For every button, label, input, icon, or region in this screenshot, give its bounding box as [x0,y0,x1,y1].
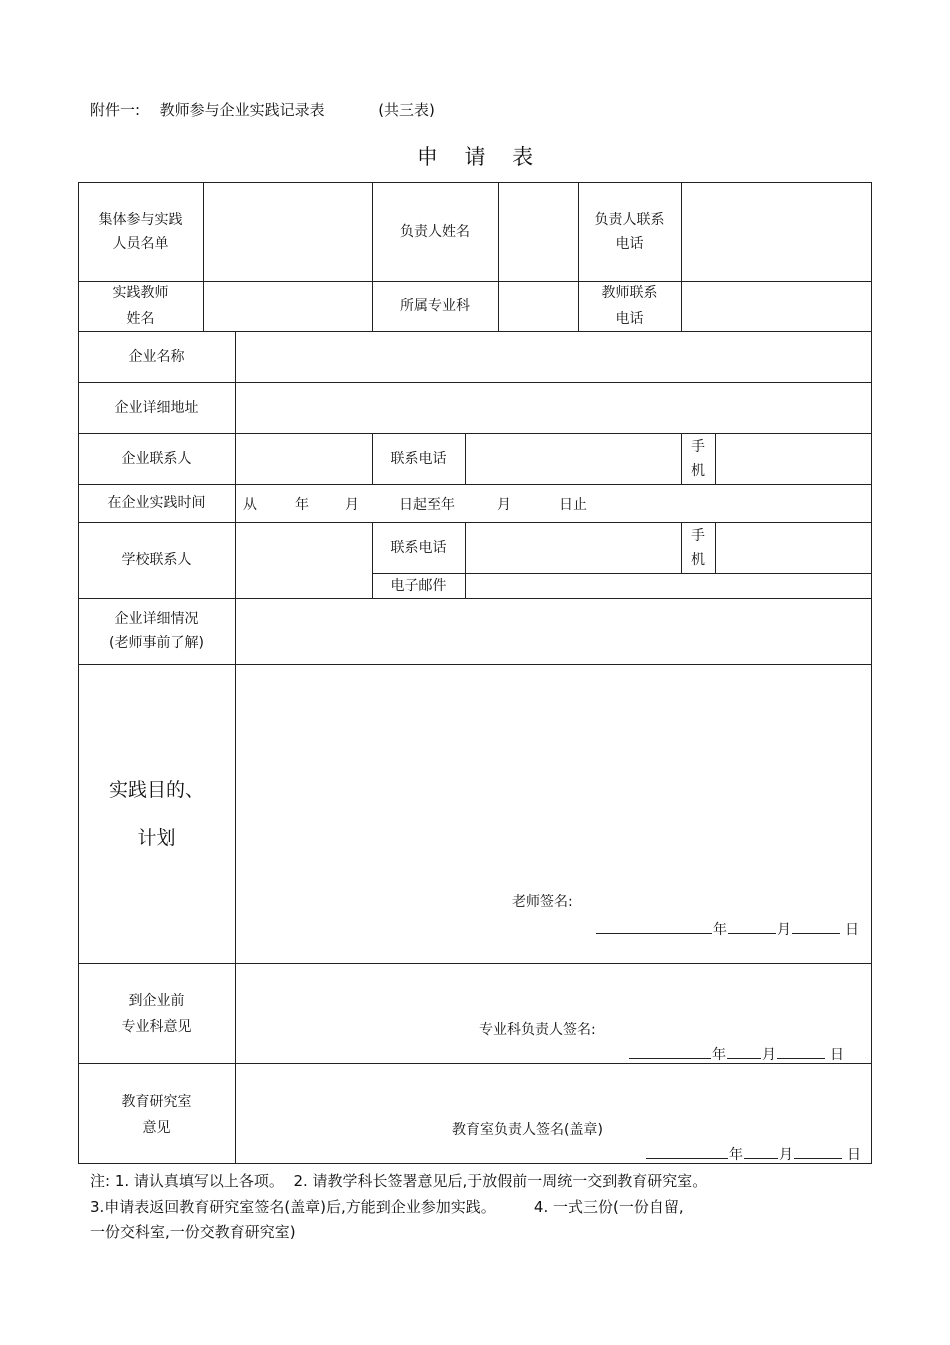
company-address-label: 企业详细地址 [114,399,199,416]
company-contact-label: 企业联系人 [121,450,192,467]
purpose-label: 实践目的、 计划 [108,778,204,849]
month-label: 月 [777,922,791,938]
page-title: 申 请 表 [416,145,544,169]
teacher-sign-date [595,919,859,939]
day-label: 日 [830,1047,844,1063]
company-name-label: 企业名称 [128,348,185,365]
table-border [681,182,682,332]
table-border [465,522,466,599]
department-label: 所属专业科 [400,298,470,314]
note-line-3: 一份交科室,一份交教育研究室) [90,1223,296,1241]
table-border [78,963,872,964]
time-label: 在企业实践时间 [107,495,206,511]
time-day-start: 日起至年 [399,497,455,513]
day-label: 日 [845,922,859,938]
company-detail-label: 企业详细情况 (老师事前了解) [109,611,204,651]
teacher-name-label: 实践教师 姓名 [112,285,169,327]
time-day-end: 日止 [559,497,587,513]
table-border [203,182,204,332]
month-label: 月 [762,1047,776,1063]
collective-label: 集体参与实践 人员名单 [98,211,183,252]
email-label: 电子邮件 [390,577,447,594]
month-label: 月 [779,1147,793,1163]
mobile-label: 手 机 [691,438,705,479]
time-year: 年 [295,497,309,513]
research-sign-label: 教育室负责人签名(盖章) [452,1122,603,1138]
note-line-1: 注: 1. 请认真填写以上各项。 2. 请教学科长签署意见后,于放假前一周统一交到教育研究室。 [90,1172,708,1190]
note-line-2: 3.申请表返回教育研究室签名(盖章)后,方能到企业参加实践。 4. 一式三份(一份自留, [90,1198,684,1216]
school-phone-label: 联系电话 [390,539,447,556]
dept-opinion-label: 到企业前 专业科意见 [121,993,192,1035]
leader-name-label: 负责人姓名 [400,223,470,240]
table-count: (共三表) [378,101,435,119]
form-name: 教师参与企业实践记录表 [159,101,325,119]
teacher-sign-label: 老师签名: [512,894,573,910]
table-border [871,182,872,1164]
year-label: 年 [712,1047,726,1063]
time-month2: 月 [497,497,511,513]
teacher-phone-label: 教师联系 电话 [601,285,658,327]
year-label: 年 [729,1147,743,1163]
attachment-label: 附件一: [90,101,141,119]
research-opinion-label: 教育研究室 意见 [121,1094,192,1136]
table-border [465,433,466,485]
table-border [715,433,716,485]
school-mobile-label: 手 机 [691,527,705,568]
time-month: 月 [345,497,359,513]
dept-sign-date [628,1044,844,1064]
school-contact-label: 学校联系人 [121,552,192,568]
leader-phone-label: 负责人联系 电话 [594,211,665,252]
contact-phone-label: 联系电话 [390,450,447,467]
dept-sign-label: 专业科负责人签名: [479,1022,596,1038]
day-label: 日 [847,1147,861,1163]
time-from: 从 [243,497,257,513]
table-border [498,182,499,332]
table-border [715,522,716,574]
table-border [235,331,236,1164]
research-sign-date [645,1144,861,1164]
form-header [90,99,435,120]
time-range [243,494,587,514]
year-label: 年 [713,922,727,938]
